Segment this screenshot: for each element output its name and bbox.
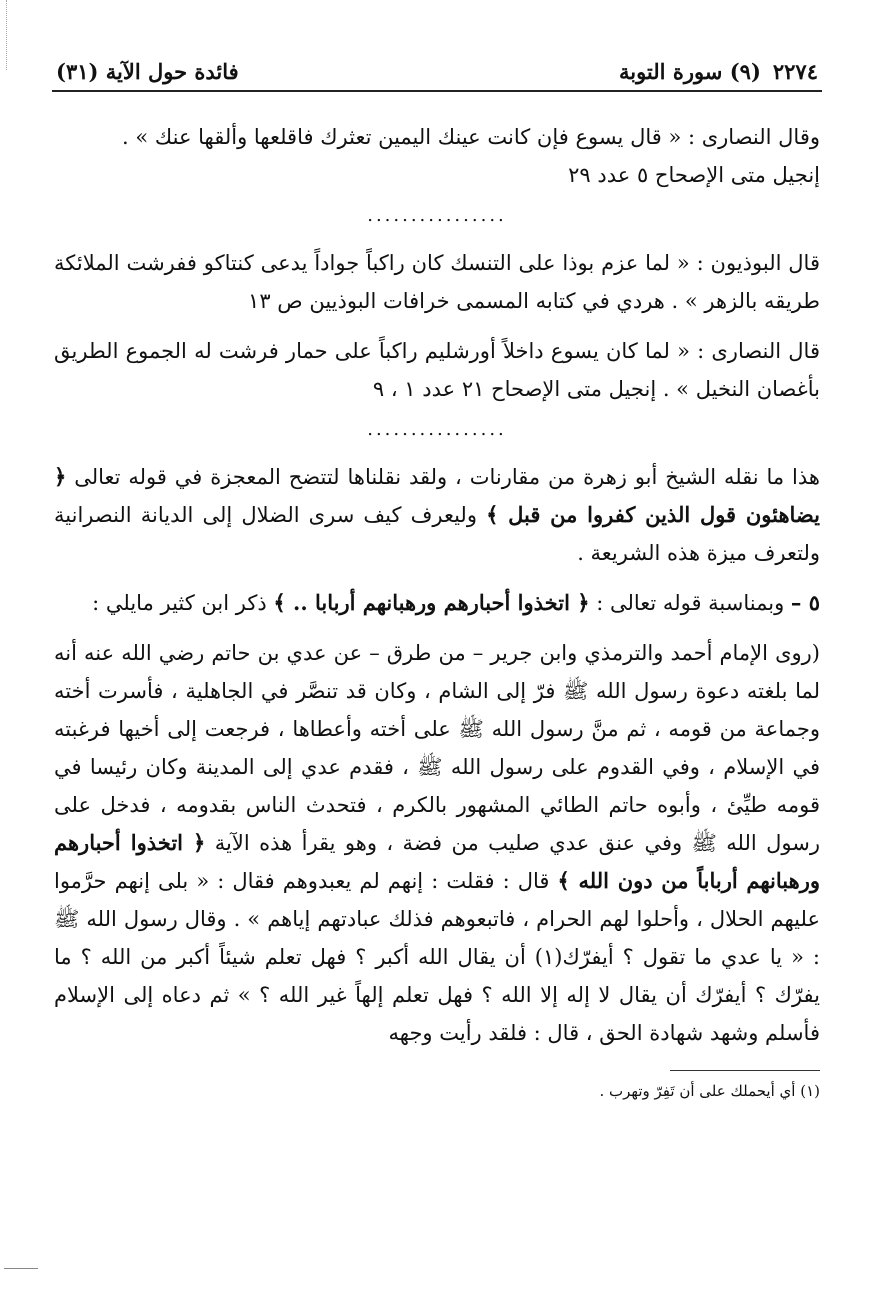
paragraph-text <box>54 458 820 572</box>
paragraph-text: قال البوذيون : « لما عزم بوذا على التنسك كان راكباً جواداً يدعى كنتاكو ففرشت الملائكة طريقه بالزهر » . هردي في كتابه المسمى خرافات البوذيين ص ١٣ <box>54 251 820 313</box>
quran-verse: ﴿ يضاهئون قول الذين كفروا من قبل ﴾ <box>54 464 820 527</box>
quote-christians-2 <box>54 332 820 408</box>
point-number: ٥ – <box>790 590 820 615</box>
hadith-paragraph <box>54 634 820 1052</box>
surah-title: (٩) سورة التوبة <box>618 59 761 84</box>
header-right <box>619 59 818 84</box>
paragraph-citation: إنجيل متى الإصحاح ٥ عدد ٢٩ <box>568 163 820 187</box>
book-page <box>52 40 822 1270</box>
text-run: قال : فقلت : إنهم لم يعبدوهم فقال : « بلى إنهم حرَّموا عليهم الحلال ، وأحلوا لهم الحرام ، فاتبعوهم فذلك عبادتهم إياهم » . وقال رسول الله ﷺ : « يا عدي ما تقول ؟ أيفرّك(١) أن يقال الله أكبر ؟ فهل تعلم شيئاً أكبر من الله ؟ ما يفرّك ؟ أيفرّك أن يقال لا إله إلا الله ؟ فهل تعلم إلهاً غير الله ؟ » ثم دعاه إلى الإسلام فأسلم وشهد شهادة الحق ، قال : فلقد رأيت وجهه <box>54 869 821 1045</box>
text-run: ذكر ابن كثير مايلي : <box>92 591 267 615</box>
quran-verse: ﴿ اتخذوا أحبارهم ورهبانهم أرباباً من دون الله ﴾ <box>54 830 820 893</box>
scan-edge-mark-bottom <box>4 1268 38 1269</box>
numbered-point-5 <box>54 584 820 622</box>
footnote-divider <box>670 1070 820 1071</box>
paragraph-text: وقال النصارى : « قال يسوع فإن كانت عينك اليمين تعثرك فاقلعها وألقها عنك » . <box>122 125 820 149</box>
dotted-separator: ................ <box>367 419 507 440</box>
paragraph-text <box>54 584 820 622</box>
quran-verse: ﴿ اتخذوا أحبارهم ورهبانهم أربابا .. ﴾ <box>273 590 590 615</box>
paragraph-text <box>54 634 820 1052</box>
dotted-separator: ................ <box>367 205 507 226</box>
page-number: ٢٢٧٤ <box>772 59 818 84</box>
page-header <box>52 40 822 92</box>
quote-christians-1 <box>54 118 820 194</box>
text-run: (روى الإمام أحمد والترمذي وابن جرير – من طرق – عن عدي بن حاتم رضي الله عنه أنه لما بلغته دعوة رسول الله ﷺ فرّ إلى الشام ، وكان قد تنصَّر في الجاهلية ، فأسرت أخته وجماعة من قومه ، ثم منَّ رسول الله ﷺ على أخته وأعطاها ، فرجعت إلى أخيها فرغبته في الإسلام ، وفي القدوم على رسول الله ﷺ ، فقدم عدي إلى المدينة وكان رئيسا في قومه طيِّئ ، وأبوه حاتم الطائي المشهور بالكرم ، فتحدث الناس بقدومه ، فدخل على رسول الله ﷺ وفي عنق عدي صليب من فضة ، وهو يقرأ هذه الآية <box>54 641 820 855</box>
quote-buddhists <box>54 244 820 320</box>
section-title: فائدة حول الآية (٣١) <box>56 59 239 84</box>
text-run: وليعرف كيف سرى الضلال إلى الديانة النصرانية ولتعرف ميزة هذه الشريعة . <box>54 503 820 565</box>
paragraph-text: قال النصارى : « لما كان يسوع داخلاً أورشليم راكباً على حمار فرشت له الجموع الطريق بأغصان النخيل » . إنجيل متى الإصحاح ٢١ عدد ١ ، ٩ <box>54 339 820 401</box>
text-run: هذا ما نقله الشيخ أبو زهرة من مقارنات ، ولقد نقلناها لتتضح المعجزة في قوله تعالى <box>74 465 820 489</box>
commentary-paragraph <box>54 458 820 572</box>
footnote: (١) أي أيحملك على أن تَفِرّ وتهرب . <box>599 1082 820 1100</box>
scan-edge-mark-top <box>6 0 7 70</box>
page-body <box>52 92 822 1103</box>
text-run: وبمناسبة قوله تعالى : <box>596 591 785 615</box>
